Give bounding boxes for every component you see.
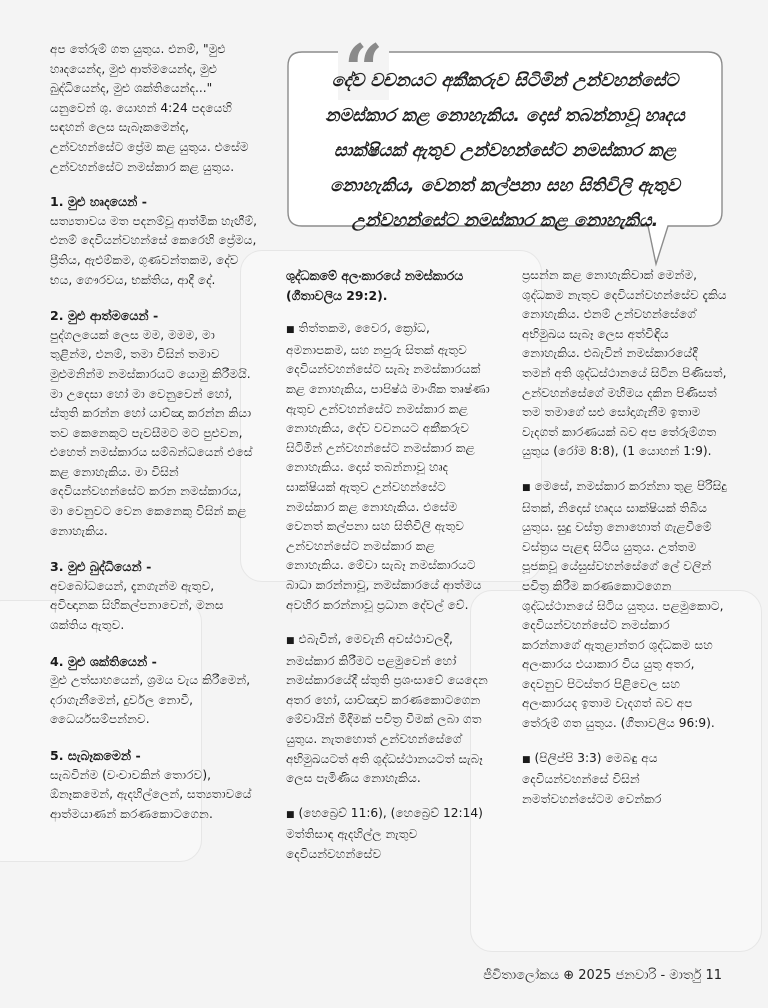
paragraph-text: මෙසේ, නමස්කාර කරන්නා තුළ පිරිසිදු සිතක්, නිදොස් හෘදය සාක්ෂියක් තිබිය යුතුය. සුදු වස්ත්‍ර නොහොත් ගැළවීමේ වස්ත්‍රය පැළඳ සිටිය යුතුය. උත්තම පූජකවූ යේසුස්වහන්සේගේ ලේ වලින් පවිත්‍ර කිරීම කරණකොටගෙන ශුද්ධස්ථානයේ සිටිය යුතුය. පළමුකොට, දෙවියන්වහන්සේට නමස්කාර කරන්නාගේ ඇතුළාන්තර ශුද්ධකම සහ අලංකාරය එයාකාර විය යුතු අතර, දෙවනුව පිටස්තර පිළිවෙල සහ අලංකාරයද ඉතාම වැදගත් බව අප තේරුම් ගත යුතුය. (ගීතාවලිය 96:9). [522,478,727,731]
right-column [522,266,730,824]
paragraph-text: ප්‍රසන්න කළ නොහැකිවාක් මෙන්ම, ශුද්ධකම නැතුව දෙවියන්වහන්සේව දැකිය නොහැකිය. එනම් උන්වහන්සේගේ අභිමුඛය සැබෑ ලෙස අත්විඳිය නොහැකිය. එබැවින් නමස්කාරයේදී තමන් අති ශුද්ධස්ථානයේ සිටින පිණිසත්, උන්වහන්සේගේ මහිමය දකින පිණිසත් තම තමාගේ සළු සෝදාගැනීම ඉතාම වැදගත් කාරණයක් බව අප තේරුම්ගත යුතුය (රෝම 8:8), (1 යොහන් 1:9). [522,268,727,459]
section-soul [50,306,258,541]
section-truth [50,746,258,824]
section-heading: ශුද්ධකමේ අලංකාරයේ නමස්කාරය (ගීතාවලිය 29:2). [286,268,464,303]
left-column [50,40,258,840]
section-heading: 5. සැබෑකමෙන් - [50,748,141,763]
bullet-square-icon: ■ [286,809,295,820]
section-heading: 1. මුළු හෘදයෙන් - [50,194,148,210]
continued-paragraph [522,266,730,462]
bullet-paragraph [286,804,494,865]
section-body: පුද්ගලයෙක් ලෙස මම, මමම, මා තුළින්ම, එනම්, තමා විසින් තමාව මුළුමනින්ම නමස්කාරයට යොමු කිරීමයි. මා උදෙසා හෝ මා වෙනුවෙන් හෝ, ස්තුති කරන්න හෝ යාච්ඤා කරන්න කියා තව කෙනෙකුට පැවසීමට මට පුළුවන, එහෙත් නමස්කාරය සම්බන්ධයෙන් එසේ කළ නොහැකිය. මා විසින් දෙවියන්වහන්සේට කරන නමස්කාරය, මා වෙනුවට වෙන කෙනෙකු විසින් කළ නොහැකිය. [50,327,253,538]
section-body: සත්‍යතාවය මත පදනම්වූ ආත්මික හැඟීම්, එනම් දෙවියන්වහන්සේ කෙරෙහි ප්‍රේමය, ප්‍රීතිය, ඇළුම්කම, ගුණවන්තකම, දේව භය, ගෞරවය, භක්තිය, ආදී දේ. [50,213,258,287]
section-heading: 4. මුළු ශක්තියෙන් - [50,653,157,669]
quote-mark-icon: “ [338,40,389,100]
pull-quote-text: දේව වචනයට අකීකරුව සිටිමින් උන්වහන්සේට නමස්කාර කළ නොහැකිය. දොස් තබන්නාවූ හෘදය සාක්ෂියක් ඇතුව උන්වහන්සේට නමස්කාර කළ නොහැකිය, වෙනත් කල්පනා සහ සිතිවිලි ඇතුව උන්වහන්සේට නමස්කාර කළ නොහැකිය. [325,71,685,231]
middle-column [286,266,494,880]
section-mind [50,557,258,635]
paragraph-text: (හෙබ්‍රෙව් 11:6), (හෙබ්‍රෙව් 12:14) මත්තිසාඳ ඇදහිල්ල නැතුව දෙවියන්වහන්සේව [286,805,483,862]
paragraph-text: එබැවින්, මෙවැනි අවස්ථාවලදී, නමස්කාර කිරීමට පළමුවෙන් හෝ නමස්කාරයේදී ස්තුති ප්‍රශංසාවේ යෙදෙන අතර හෝ, යාච්ඤාව කරණකොටගෙන මේවායින් මිදීමක් පවිත්‍ර වීමක් ලබා ගත යුතුය. නැතහොත් උන්වහන්සේගේ අභිමුඛයටත් අති ශුද්ධස්ථානයටත් සැබෑ ලෙස පැමිණිය නොහැකිය. [286,632,488,786]
paragraph-text: තිත්තකම, වෛර, ක්‍රෝධ, අමනාපකම, සහ නපුරු සිතක් ඇතුව දෙවියන්වහන්සේට සැබෑ නමස්කාරයක් කළ නොහැකිය, පාපිෂ්ඨ මාංශික තෘෂ්ණා ඇතුව උන්වහන්සේට නමස්කාර කළ නොහැකිය, දේව වචනයට අකීකරුව සිටිමින් උන්වහන්සේට නමස්කාර කළ නොහැකිය. දොස් තබන්නාවූ හෘද සාක්ෂියක් ඇතුව උන්වහන්සේට නමස්කාර කළ නොහැකිය. එසේම වෙනත් කල්පනා සහ සිතිවිලි ඇතුව උන්වහන්සේට නමස්කාර කළ නොහැකිය. මේවා සැබෑ නමස්කාරයට බාධා කරන්නාවූ, නමස්කාරයේ ආත්මය අවහිර කරන්නාවූ ප්‍රධාන දේවල් වේ. [286,321,490,612]
bullet-paragraph [522,749,730,810]
section-heart [50,192,258,290]
section-heading: 2. මුළු ආත්මයෙන් - [50,308,159,324]
page-footer: ජීවිතාලෝකය ⊕ 2025 ජනවාරි - මාර්තු 11 [483,968,722,983]
bullet-square-icon: ■ [522,482,531,493]
section-body: සැබවින්ම (වංචාවකින් තොරව), ඕනෑකමෙන්, ඇදහිල්ලෙන්, සත්‍යතාවයේ ආත්මයාණන් කරණකොටගෙන. [50,767,252,821]
paragraph-text: (පිලිප්පි 3:3) මෙබඳු අය දෙවියන්වහන්සේ විසින් නමත්වහන්සේටම වෙන්කර [522,750,662,806]
section-strength [50,652,258,730]
bullet-paragraph [522,477,730,734]
bullet-square-icon: ■ [522,754,531,765]
bullet-paragraph [286,630,494,789]
bullet-square-icon: ■ [286,636,295,647]
bullet-paragraph [286,319,494,615]
bullet-square-icon: ■ [286,325,295,336]
section-heading: 3. මුළු බුද්ධියෙන් - [50,559,152,575]
section-body: මුළු උත්සාහයෙන්, ශ්‍රමය වැය කිරීමෙන්, දරාගැනීමෙන්, දුර්වල නොවී, ධෛර්යසම්පන්නව. [50,673,251,727]
intro-paragraph: අප තේරුම් ගත යුතුය. එනම්, "මුළු හෘදයෙන්ද, මුළු ආත්මයෙන්ද, මුළු බුද්ධියෙන්ද, මුළු ශක්තියෙන්ද..." යනුවෙන් ශු. යොහන් 4:24 පදයෙහි සඳහන් ලෙස සැබෑකමෙන්ද, උන්වහන්සේට ප්‍රේම කළ යුතුය. එසේම උන්වහන්සේට නමස්කාර කළ යුතුය. [50,42,249,174]
section-body: අවබෝධයෙන්, දැනගැන්ම ඇතුව, අවිඥානක සිහිකල්පනාවෙන්, මනස ශක්තිය ඇතුව. [50,578,224,633]
